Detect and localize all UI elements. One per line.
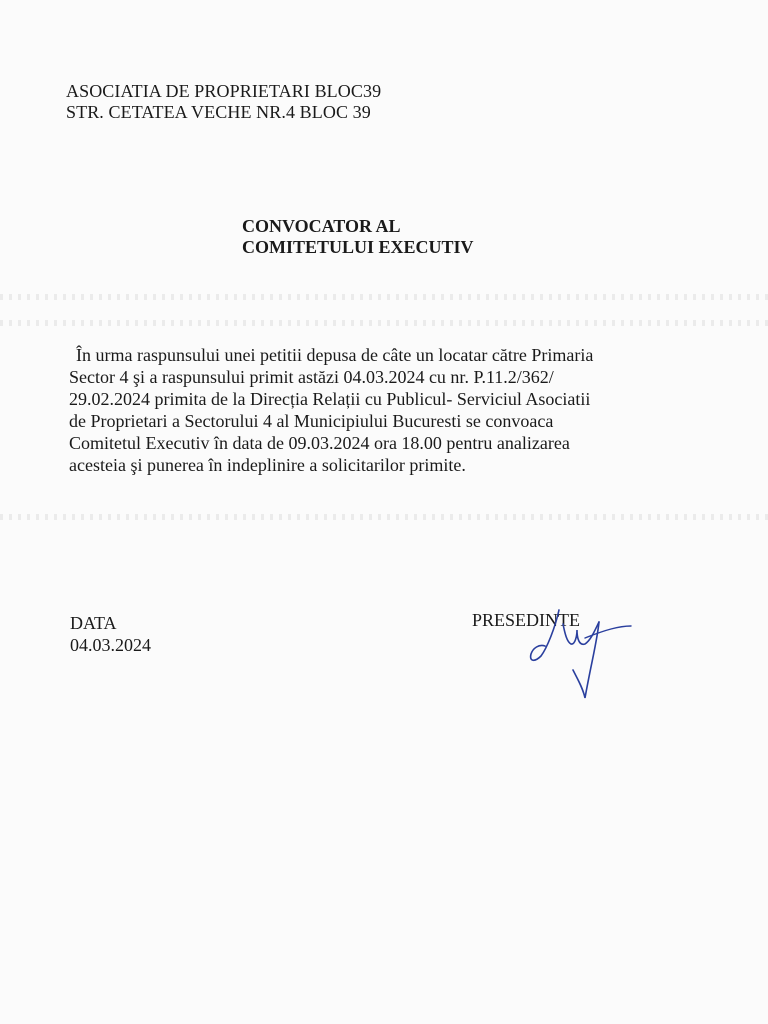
association-name: ASOCIATIA DE PROPRIETARI BLOC39 <box>66 81 382 101</box>
scan-artifact <box>0 514 768 520</box>
document-title-line-2: COMITETULUI EXECUTIV <box>242 237 474 257</box>
scan-artifact <box>0 294 768 300</box>
document-title-line-1: CONVOCATOR AL <box>242 216 401 236</box>
body-line: acesteia şi punerea în indeplinire a solicitarilor primite. <box>69 455 466 475</box>
body-line: 29.02.2024 primita de la Direcția Relații cu Publicul- Serviciul Asociatii <box>69 389 591 409</box>
body-line: Comitetul Executiv în data de 09.03.2024 ora 18.00 pentru analizarea <box>69 433 570 453</box>
date-label: DATA <box>70 613 117 633</box>
president-label: PRESEDINTE <box>472 610 580 630</box>
body-line: Sector 4 şi a raspunsului primit astăzi 04.03.2024 cu nr. P.11.2/362/ <box>69 367 554 387</box>
date-value: 04.03.2024 <box>70 635 151 655</box>
scan-artifact <box>0 320 768 326</box>
signature-icon <box>515 598 645 708</box>
body-line: În urma raspunsului unei petitii depusa de câte un locatar către Primaria <box>76 345 594 365</box>
body-line: de Proprietari a Sectorului 4 al Municipiului Bucuresti se convoaca <box>69 411 554 431</box>
association-address: STR. CETATEA VECHE NR.4 BLOC 39 <box>66 102 371 122</box>
